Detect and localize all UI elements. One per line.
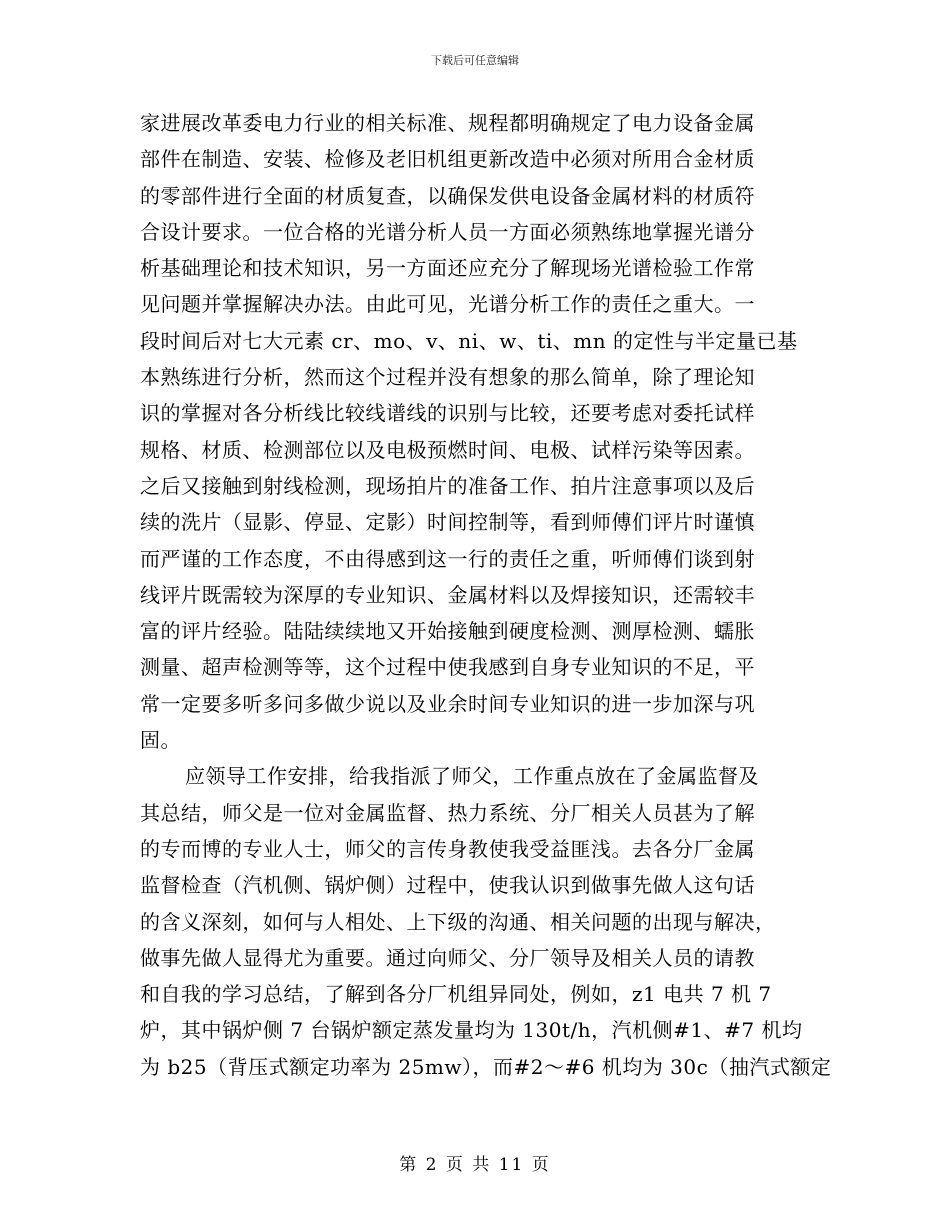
text-line: 监督检查（汽机侧、锅炉侧）过程中，使我认识到做事先做人这句话: [140, 873, 755, 898]
page-footer: 第 2 页 共 11 页: [399, 1155, 551, 1175]
text-line: 的零部件进行全面的材质复查，以确保发供电设备金属材料的材质符: [140, 183, 755, 208]
text-line: 为 b25（背压式额定功率为 25mw），而#2～#6 机均为 30c（抽汽式额定: [140, 1054, 832, 1079]
text-line: 应领导工作安排，给我指派了师父，工作重点放在了金属监督及: [185, 764, 759, 789]
text-line: 的含义深刻，如何与人相处、上下级的沟通、相关问题的出现与解决，: [140, 909, 776, 934]
text-line: 和自我的学习总结，了解到各分厂机组异同处，例如，z1 电共 7 机 7: [140, 982, 772, 1007]
text-line: 富的评片经验。陆陆续续地又开始接触到硬度检测、测厚检测、蠕胀: [140, 619, 755, 644]
text-line: 做事先做人显得尤为重要。通过向师父、分厂领导及相关人员的请教: [140, 945, 755, 970]
text-line: 规格、材质、检测部位以及电极预燃时间、电极、试样污染等因素。: [140, 437, 755, 462]
text-line: 家进展改革委电力行业的相关标准、规程都明确规定了电力设备金属: [140, 111, 755, 135]
text-line: 的专而博的专业人士，师父的言传身教使我受益匪浅。去各分厂金属: [140, 836, 755, 861]
text-line: 识的掌握对各分析线比较线谱线的识别与比较，还要考虑对委托试样: [140, 401, 755, 426]
text-line: 其总结，师父是一位对金属监督、热力系统、分厂相关人员甚为了解: [140, 800, 755, 825]
text-line: 炉，其中锅炉侧 7 台锅炉额定蒸发量均为 130t/h，汽机侧#1、#7 机均: [140, 1018, 803, 1043]
text-line: 固。: [140, 728, 181, 753]
text-line: 之后又接触到射线检测，现场拍片的准备工作、拍片注意事项以及后: [140, 473, 755, 498]
text-line: 析基础理论和技术知识，另一方面还应充分了解现场光谱检验工作常: [140, 256, 755, 281]
text-line: 合设计要求。一位合格的光谱分析人员一方面必须熟练地掌握光谱分: [140, 219, 755, 244]
text-line: 见问题并掌握解决办法。由此可见，光谱分析工作的责任之重大。一: [140, 292, 755, 317]
text-line: 常一定要多听多问多做少说以及业余时间专业知识的进一步加深与巩: [140, 691, 755, 716]
text-line: 本熟练进行分析，然而这个过程并没有想象的那么简单，除了理论知: [140, 365, 755, 390]
text-line: 而严谨的工作态度，不由得感到这一行的责任之重，听师傅们谈到射: [140, 546, 755, 571]
text-line: 续的洗片（显影、停显、定影）时间控制等，看到师傅们评片时谨慎: [140, 510, 755, 535]
body-text: [140, 105, 832, 1085]
text-line: 段时间后对七大元素 cr、mo、v、ni、w、ti、mn 的定性与半定量已基: [140, 328, 798, 353]
text-line: 部件在制造、安装、检修及老旧机组更新改造中必须对所用合金材质: [140, 147, 755, 172]
text-line: 测量、超声检测等等，这个过程中使我感到自身专业知识的不足，平: [140, 655, 755, 680]
text-line: 线评片既需较为深厚的专业知识、金属材料以及焊接知识，还需较丰: [140, 582, 755, 607]
page-header: 下载后可任意编辑: [431, 54, 519, 67]
